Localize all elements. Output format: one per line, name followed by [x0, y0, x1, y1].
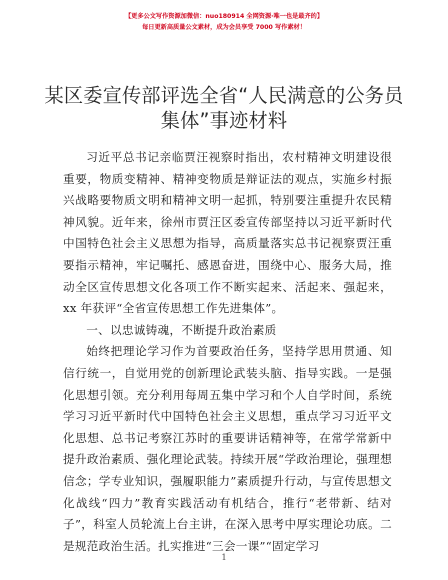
promo-banner-line-2: 每日更新高质量公文素材，成为会员享受 7000 写作素材！ [142, 24, 306, 31]
section-paragraph: 始终把理论学习作为首要政治任务，坚持学思用贯通、知信行统一，自觉用党的创新理论武装头脑、指导实践。一是强化思想引领。充分利用每周五集中学习和个人自学时间，系统学习习近平新时代中国特色社会主义思想，重点学习习近平文化思想、总书记考察江苏时的重要讲话精神等，在常学常新中提升政治素质、强化理论武装。持续开展“学政治理论，强理想信念；学专业知识，强履职能力”素质提升行动，与宣传思想文化战线“四力”教育实践活动有机结合，推行“老带新、结对子”，科室人员轮流上台主讲，在深入思考中厚实理论功底。二是规范政治生活。扎实推进“三会一课”“固定学习 [63, 344, 392, 553]
page-number: 1 [221, 553, 227, 562]
intro-paragraph: 习近平总书记亲临贾汪视察时指出，农村精神文明建设很重要，物质变精神、精神变物质是辩证法的观点，实施乡村振兴战略要物质文明和精神文明一起抓，特别要注重提升农民精神风貌。近年来，徐州市贾汪区委宣传部坚持以习近平新时代中国特色社会主义思想为指导，高质量落实总书记视察贾汪重要指示精神，牢记嘱托、感恩奋进，围绕中心、服务大局，推动全区宣传思想文化各项工作不断实起来、活起来、强起来，xx 年获评“全省宣传思想工作先进集体”。 [63, 150, 392, 316]
promo-banner-line-1: 【更多公文写作资源加微信：nuo180914 全网资源·唯一也是最齐的】 [124, 13, 324, 20]
document-body [63, 147, 392, 557]
document-title: 某区委宣传部评选全省“人民满意的公务员集体”事迹材料 [44, 84, 404, 132]
section-heading: 一、以忠诚铸魂，不断提升政治素质 [86, 322, 277, 337]
